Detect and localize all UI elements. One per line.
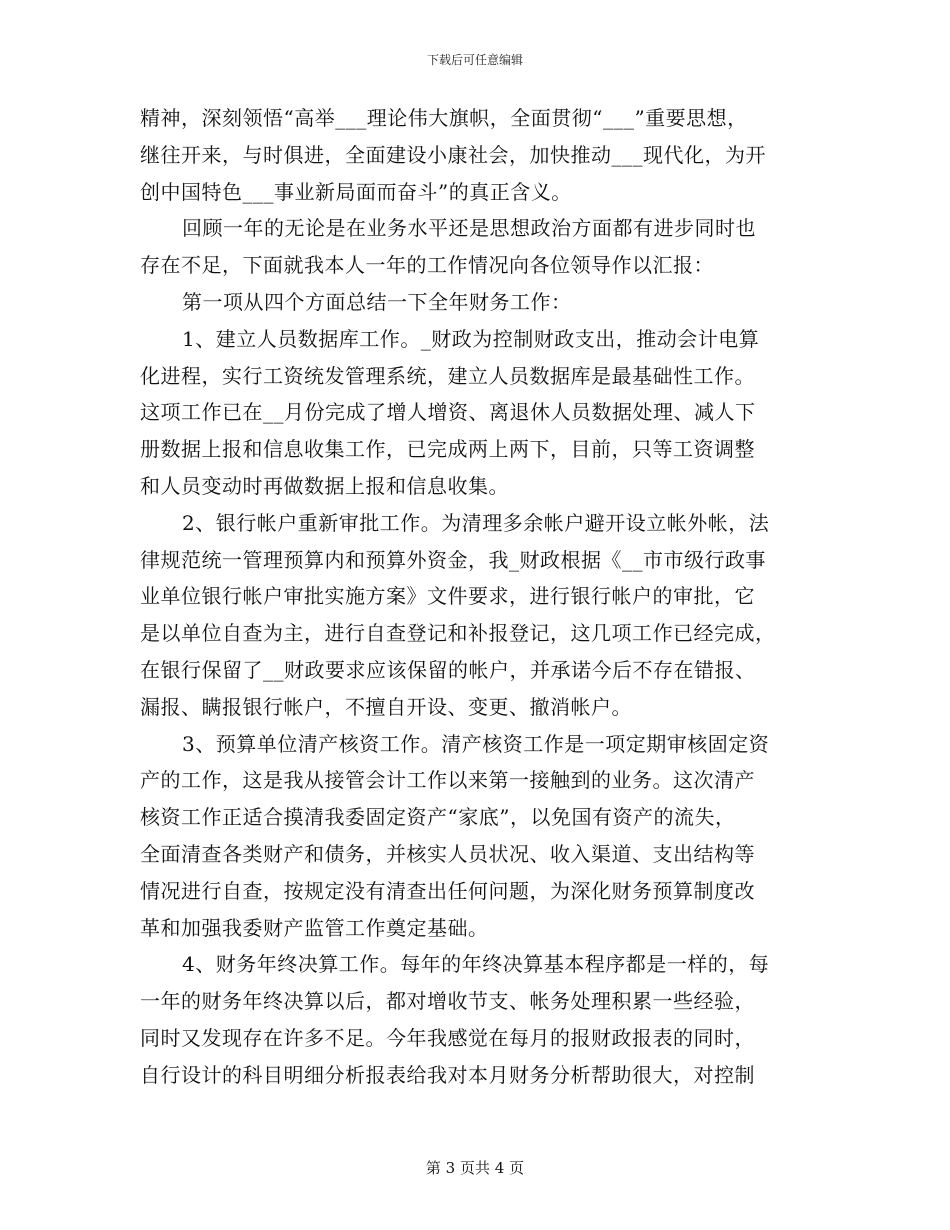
paragraph-start-line: 2、银行帐户重新审批工作。为清理多余帐户避开设立帐外帐，法: [182, 510, 770, 535]
page-number: 第 3 页共 4 页: [425, 1159, 525, 1177]
body-line: 这项工作已在__月份完成了增人增资、离退休人员数据处理、减人下: [140, 400, 756, 425]
body-line: 革和加强我委财产监管工作奠定基础。: [140, 915, 489, 940]
body-line: 册数据上报和信息收集工作，已完成两上两下，目前，只等工资调整: [140, 437, 755, 462]
body-line: 自行设计的科目明细分析报表给我对本月财务分析帮助很大，对控制: [140, 1062, 755, 1087]
body-line: 情况进行自查，按规定没有清查出任何问题，为深化财务预算制度改: [140, 878, 755, 903]
body-line: 是以单位自查为主，进行自查登记和补报登记，这几项工作已经完成，: [140, 621, 776, 646]
body-line: 在银行保留了__财政要求应该保留的帐户，并承诺今后不存在错报、: [140, 657, 756, 682]
body-line: 创中国特色___事业新局面而奋斗”的真正含义。: [140, 179, 572, 204]
body-line: 产的工作，这是我从接管会计工作以来第一接触到的业务。这次清产: [140, 768, 755, 793]
page-header: 下载后可任意编辑: [426, 53, 523, 67]
body-line: 业单位银行帐户审批实施方案》文件要求，进行银行帐户的审批，它: [140, 584, 755, 609]
body-line: 化进程，实行工资统发管理系统，建立人员数据库是最基础性工作。: [140, 363, 755, 388]
body-line: 存在不足，下面就我本人一年的工作情况向各位领导作以汇报：: [140, 253, 714, 278]
body-line: 精神，深刻领悟“高举___理论伟大旗帜，全面贯彻“___”重要思想，: [140, 106, 748, 130]
body-line: 一年的财务年终决算以后，都对增收节支、帐务处理积累一些经验，: [140, 989, 755, 1014]
document-body: [140, 100, 810, 1094]
paragraph-start-line: 回顾一年的无论是在业务水平还是思想政治方面都有进步同时也: [182, 216, 756, 241]
paragraph-start-line: 4、财务年终决算工作。每年的年终决算基本程序都是一样的，每: [182, 952, 770, 977]
body-line: 同时又发现存在许多不足。今年我感觉在每月的报财政报表的同时，: [140, 1025, 755, 1050]
body-line: 核资工作正适合摸清我委固定资产“家底”，以免国有资产的流失，: [140, 805, 736, 830]
paragraph-start-line: 第一项从四个方面总结一下全年财务工作：: [182, 289, 572, 314]
body-line: 继往开来，与时俱进，全面建设小康社会，加快推动___现代化，为开: [140, 142, 766, 167]
body-line: 全面清查各类财产和债务，并核实人员状况、收入渠道、支出结构等: [140, 841, 755, 866]
paragraph-start-line: 1、建立人员数据库工作。_财政为控制财政支出，推动会计电算: [182, 326, 760, 351]
paragraph-start-line: 3、预算单位清产核资工作。清产核资工作是一项定期审核固定资: [182, 731, 770, 756]
body-line: 漏报、瞒报银行帐户，不擅自开设、变更、撤消帐户。: [140, 694, 632, 719]
body-line: 和人员变动时再做数据上报和信息收集。: [140, 473, 509, 498]
body-line: 律规范统一管理预算内和预算外资金，我_财政根据《__市市级行政事: [140, 547, 766, 572]
